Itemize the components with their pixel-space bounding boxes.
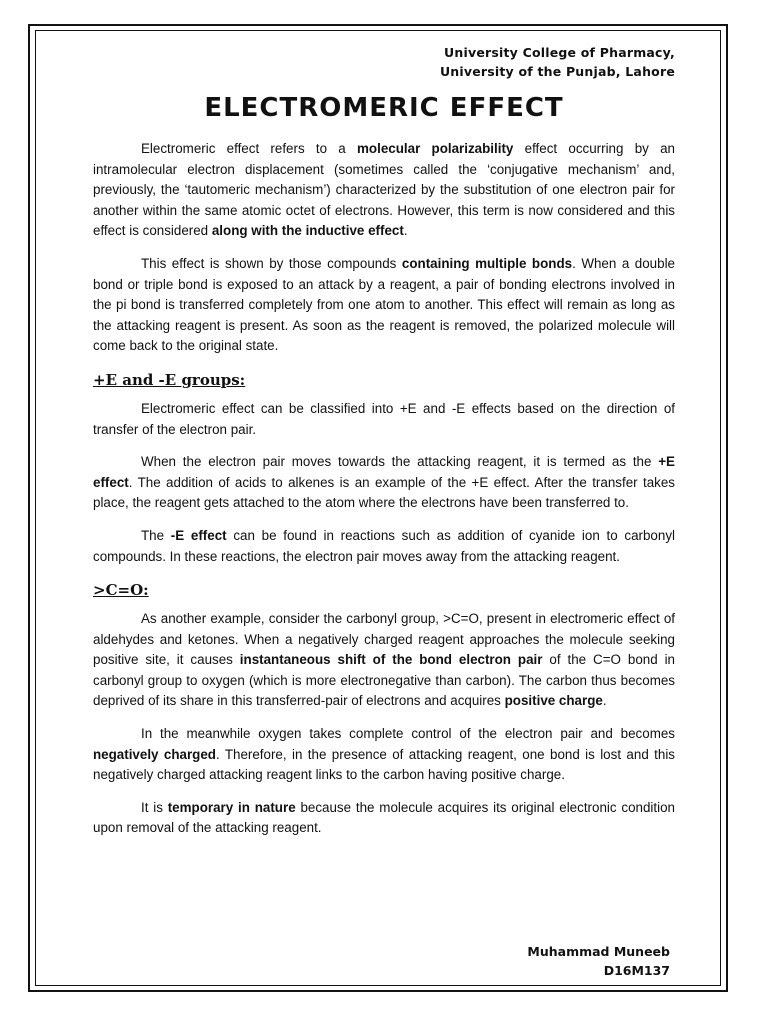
- affiliation-line-2: University of the Punjab, Lahore: [439, 64, 675, 79]
- bold-text-run: containing multiple bonds: [401, 255, 573, 271]
- document-title: ELECTROMERIC EFFECT: [204, 93, 564, 123]
- text-run: . The addition of acids to alkenes is an example of the +E effect. After the transfer takes place, the reagent gets attached to the atom where the electrons have been transferred to.: [93, 474, 675, 511]
- text-run: can be found in reactions such as addition of cyanide ion to carbonyl compounds. In these reactions, the electron pair moves away from the attacking reagent.: [93, 527, 675, 564]
- text-run: Electromeric effect can be classified into +E and -E effects based on the direction of transfer of the electron pair.: [93, 400, 675, 437]
- text-run: The: [141, 527, 171, 543]
- heading-carbonyl: >C=O:: [93, 581, 149, 600]
- text-run: because the molecule acquires its original electronic condition upon removal of the attacking reagent.: [93, 799, 675, 836]
- text-run: . Therefore, in the presence of attacking reagent, one bond is lost and this negatively charged attacking reagent links to the carbon having positive charge.: [93, 746, 675, 783]
- text-run: . When a double bond or triple bond is exposed to an attack by a reagent, a pair of bonding electrons involved in the pi bond is transferred completely from one atom to another. This effect will remain as long as the attacking reagent is present. As soon as the reagent is removed, the polarized molecule will come back to the original state.: [93, 255, 675, 354]
- bold-text-run: -E effect: [170, 527, 227, 543]
- paragraph-groups-3: [93, 526, 675, 567]
- bold-text-run: molecular polarizability: [357, 141, 514, 156]
- document-body: [93, 40, 675, 851]
- heading-e-groups: +E and -E groups:: [93, 370, 246, 389]
- author-name: Muhammad Muneeb: [527, 944, 670, 959]
- text-run: Electromeric effect refers to a: [141, 141, 358, 156]
- text-run: It is: [141, 799, 168, 815]
- paragraph-groups-1: [93, 399, 675, 440]
- author-id: D16M137: [603, 963, 670, 978]
- text-run: This effect is shown by those compounds: [141, 255, 402, 271]
- signature: [527, 942, 670, 980]
- bold-text-run: negatively charged: [93, 746, 216, 762]
- paragraph-intro-2: [93, 254, 675, 357]
- bold-text-run: instantaneous shift of the bond electron pair: [239, 652, 543, 668]
- affiliation: [93, 43, 675, 81]
- bold-text-run: along with the inductive effect: [211, 223, 404, 239]
- text-run: As another example, consider the carbonyl group, >C=O, present in electromeric effect of aldehydes and ketones. When a negatively charged reagent approaches the molecule seeking positive site, it causes: [93, 611, 675, 668]
- text-run: effect occurring by an intramolecular electron displacement (sometimes called the ‘conjugative mechanism’ and, previously, the ‘tautomeric mechanism’) characterized by the substitution of one electron pair for another within the same atomic octet of electrons. However, this term is now considered and this effect is considered: [93, 141, 675, 239]
- bold-text-run: temporary in nature: [167, 799, 296, 815]
- text-run: .: [602, 693, 607, 709]
- text-run: In the meanwhile oxygen takes complete control of the electron pair and becomes: [141, 726, 675, 742]
- paragraph-groups-2: [93, 452, 675, 514]
- paragraph-carbonyl-2: [93, 724, 675, 786]
- paragraph-carbonyl-3: [93, 798, 675, 839]
- paragraph-carbonyl-1: [93, 609, 675, 712]
- text-run: of the C=O bond in carbonyl group to oxygen (which is more electronegative than carbon). The carbon thus becomes deprived of its share in this transferred-pair of electrons and acquires: [93, 652, 676, 709]
- affiliation-line-1: University College of Pharmacy,: [444, 45, 675, 60]
- bold-text-run: +E effect: [93, 454, 675, 490]
- paragraph-intro-1: [93, 139, 675, 242]
- text-run: When the electron pair moves towards the attacking reagent, it is termed as the: [141, 454, 659, 470]
- bold-text-run: positive charge: [504, 693, 603, 709]
- text-run: .: [403, 223, 408, 239]
